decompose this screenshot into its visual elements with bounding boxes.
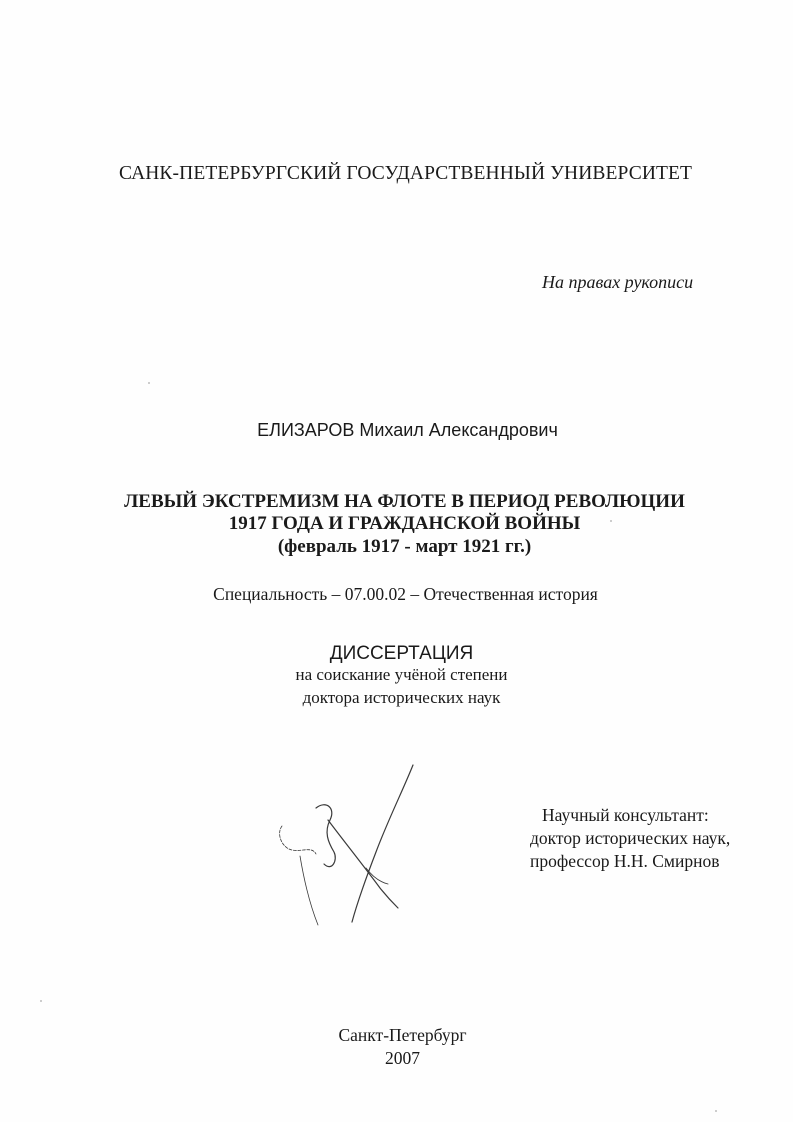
manuscript-note: На правах рукописи [542,272,694,292]
thesis-title-dates: (февраль 1917 - март 1921 гг.) [277,536,532,557]
consultant-name: профессор Н.Н. Смирнов [530,851,720,871]
signature-stroke-left [280,826,316,854]
scan-speck [715,1110,717,1112]
publication-year: 2007 [385,1048,420,1068]
publication-city: Санкт-Петербург [338,1025,467,1045]
consultant-degree: доктор исторических наук, [530,828,731,848]
scan-speck [40,1000,42,1002]
thesis-title-line-2: 1917 ГОДА И ГРАЖДАНСКОЙ ВОЙНЫ [228,513,581,534]
thesis-title-line-1: ЛЕВЫЙ ЭКСТРЕМИЗМ НА ФЛОТЕ В ПЕРИОД РЕВОЛЮЦИИ [124,491,685,512]
university-name: САНК-ПЕТЕРБУРГСКИЙ ГОСУДАРСТВЕННЫЙ УНИВЕРСИТЕТ [118,163,693,184]
dissertation-heading: ДИССЕРТАЦИЯ [329,643,474,664]
signature-stroke-long [352,765,413,922]
signature-stroke-tail [300,856,318,925]
degree-line-1: на соискание учёной степени [295,665,508,684]
consultant-label: Научный консультант: [542,805,709,825]
specialty-line: Специальность – 07.00.02 – Отечественная история [213,584,598,604]
scan-speck [148,382,150,384]
handwritten-signature [268,760,428,930]
degree-line-2: доктора исторических наук [302,688,501,707]
signature-stroke-loop [316,805,335,867]
scan-speck [610,520,612,522]
signature-stroke-cross [328,820,398,908]
author-name: ЕЛИЗАРОВ Михаил Александрович [257,420,558,440]
